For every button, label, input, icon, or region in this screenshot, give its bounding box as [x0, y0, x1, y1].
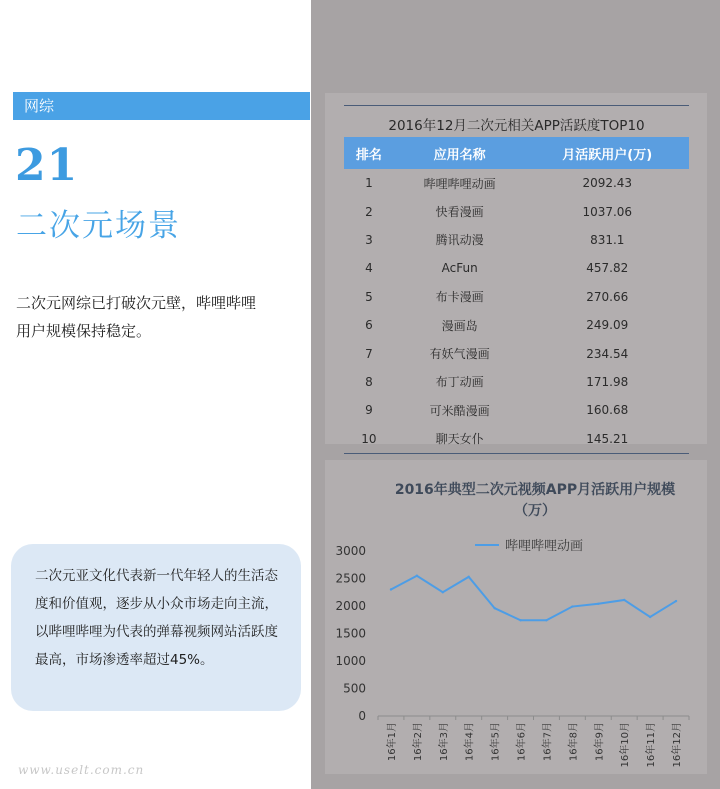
x-tick-label: 16年7月: [542, 722, 554, 762]
header-rank: 排名: [344, 137, 394, 169]
data-point: [571, 605, 573, 607]
y-tick-label: 1000: [335, 654, 366, 668]
cell-mau: 457.82: [586, 261, 629, 276]
cell-rank: 7: [365, 346, 373, 361]
x-tick-label: 16年10月: [620, 722, 632, 768]
cell-app-name: 聊天女仆: [394, 425, 526, 454]
cell-mau: 1037.06: [582, 204, 633, 219]
line-chart: [325, 460, 707, 774]
top10-table: [344, 137, 689, 454]
cell-rank: 3: [365, 232, 373, 247]
cell-app-name: 腾讯动漫: [435, 233, 484, 248]
table-row: [344, 226, 689, 254]
data-point: [416, 575, 418, 577]
header-app-name: 应用名称: [394, 137, 526, 169]
page-number: 21: [15, 140, 79, 191]
cell-app-name: 哔哩哔哩动画: [423, 176, 496, 191]
summary-text: 二次元网综已打破次元壁，哔哩哔哩用户规模保持稳定。: [16, 294, 257, 340]
table-row: [344, 396, 689, 424]
data-point: [649, 616, 651, 618]
page-title: 二次元场景: [16, 208, 181, 244]
x-tick-label: 16年9月: [594, 722, 606, 762]
data-point: [390, 588, 392, 590]
table-row: [344, 311, 689, 339]
x-tick-label: 16年4月: [464, 722, 476, 762]
cell-mau: 2092.43: [582, 176, 633, 191]
cell-app-name: 快看漫画: [435, 205, 484, 220]
x-tick-label: 16年1月: [386, 722, 398, 762]
cell-mau: 160.68: [586, 403, 629, 418]
table-row: [344, 425, 689, 454]
legend-label: 哔哩哔哩动画: [505, 539, 584, 554]
cell-rank: 2: [365, 204, 373, 219]
table-row: [344, 197, 689, 225]
section-tag: 网综: [13, 92, 310, 120]
cell-app-name: 布卡漫画: [435, 290, 484, 305]
table-row: [344, 368, 689, 396]
cell-mau: 234.54: [586, 346, 629, 361]
data-point: [675, 600, 677, 602]
x-tick-label: 16年5月: [490, 722, 502, 762]
x-tick-label: 16年8月: [568, 722, 580, 762]
cell-rank: 4: [365, 261, 373, 276]
table-header-row: [344, 137, 689, 169]
cell-rank: 8: [365, 374, 373, 389]
cell-mau: 831.1: [590, 232, 625, 247]
cell-mau: 270.66: [586, 289, 629, 304]
cell-mau: 249.09: [586, 318, 629, 333]
cell-rank: 6: [365, 318, 373, 333]
data-point: [442, 591, 444, 593]
table-title: 2016年12月二次元相关APP活跃度TOP10: [344, 105, 689, 134]
table-body: [344, 169, 689, 453]
x-tick-label: 16年11月: [646, 722, 658, 768]
data-point: [468, 576, 470, 578]
cell-rank: 5: [365, 289, 373, 304]
data-point: [493, 607, 495, 609]
data-point: [519, 619, 521, 621]
header-mau: 月活跃用户(万): [526, 137, 690, 169]
data-point: [545, 619, 547, 621]
cell-app-name: AcFun: [441, 261, 478, 276]
callout-text: 二次元亚文化代表新一代年轻人的生活态度和价值观，逐步从小众市场走向主流，以哔哩哔哩为代表的弹幕视频网站活跃度最高，市场渗透率超过45%。: [35, 568, 278, 668]
y-tick-label: 2500: [335, 571, 366, 586]
watermark: www.uselt.com.cn: [18, 763, 145, 777]
table-row: [344, 339, 689, 367]
data-point: [597, 603, 599, 605]
chart-title: 2016年典型二次元视频APP月活跃用户规模（万）: [394, 482, 676, 519]
y-tick-label: 500: [343, 681, 366, 696]
y-tick-label: 1500: [335, 626, 366, 641]
cell-rank: 1: [365, 176, 373, 191]
y-tick-label: 2000: [335, 599, 366, 613]
series-line-0: [391, 576, 676, 621]
table-row: [344, 169, 689, 197]
top10-table-card: [325, 93, 707, 447]
cell-mau: 171.98: [586, 374, 629, 389]
x-tick-label: 16年12月: [672, 722, 684, 768]
x-tick-label: 16年3月: [438, 722, 450, 762]
table-row: [344, 283, 689, 311]
cell-app-name: 可米酷漫画: [429, 403, 490, 418]
line-chart-card: [325, 460, 707, 774]
cell-app-name: 有妖气漫画: [429, 347, 490, 362]
x-tick-label: 16年6月: [516, 722, 528, 762]
y-tick-label: 3000: [335, 544, 366, 558]
data-point: [623, 599, 625, 601]
cell-app-name: 布丁动画: [435, 375, 484, 390]
callout-box: [11, 544, 301, 711]
cell-rank: 9: [365, 403, 373, 418]
y-tick-label: 0: [358, 709, 366, 723]
cell-mau: 145.21: [526, 425, 690, 454]
cell-rank: 10: [344, 425, 394, 454]
x-tick-label: 16年2月: [412, 722, 424, 762]
cell-app-name: 漫画岛: [441, 318, 478, 333]
table-row: [344, 254, 689, 282]
